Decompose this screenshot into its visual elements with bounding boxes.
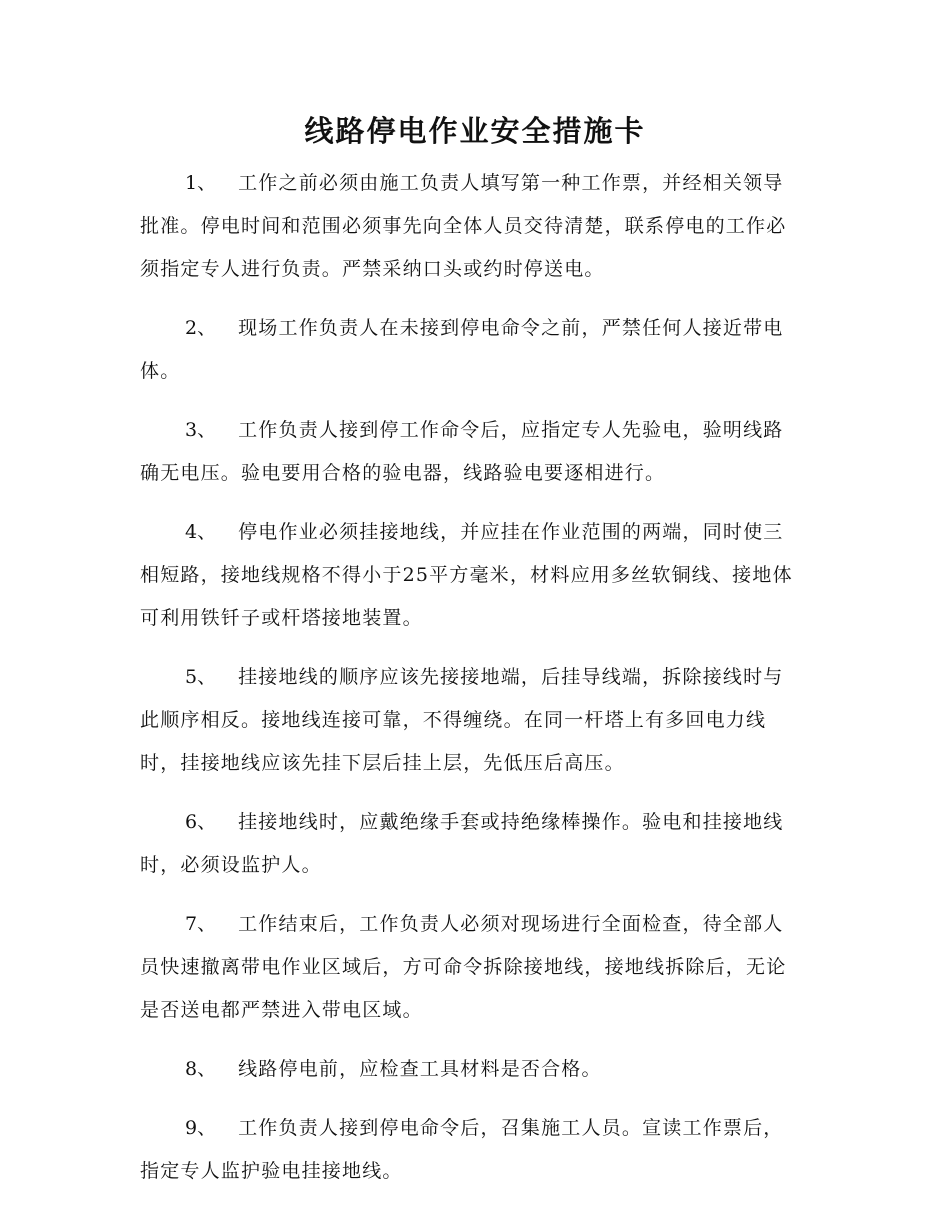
item-text: 工作负责人接到停工作命令后，应指定专人先验电，验明线路确无电压。验电要用合格的验电器，线路验电要逐相进行。 [140, 419, 784, 484]
item-number: 7、 [185, 913, 217, 935]
item-text: 线路停电前，应检查工具材料是否合格。 [238, 1058, 602, 1080]
item-number: 1、 [185, 172, 217, 194]
item-number: 3、 [185, 419, 217, 441]
list-item [140, 1048, 800, 1091]
list-item [140, 801, 800, 887]
item-text: 工作负责人接到停电命令后，召集施工人员。宣读工作票后，指定专人监护验电挂接地线。 [140, 1117, 784, 1182]
item-text: 挂接地线的顺序应该先接接地端，后挂导线端，拆除接线时与此顺序相反。接地线连接可靠，不得缠绕。在同一杆塔上有多回电力线时，挂接地线应该先挂下层后挂上层，先低压后高压。 [140, 666, 784, 774]
item-number: 6、 [185, 811, 217, 833]
list-item [140, 511, 800, 640]
list-item [140, 656, 800, 785]
document-title: 线路停电作业安全措施卡 [304, 114, 646, 148]
list-item [140, 1107, 800, 1193]
list-item [140, 903, 800, 1032]
item-text: 挂接地线时，应戴绝缘手套或持绝缘棒操作。验电和挂接地线时，必须设监护人。 [140, 811, 784, 876]
list-item [140, 409, 800, 495]
item-text: 工作之前必须由施工负责人填写第一种工作票，并经相关领导批准。停电时间和范围必须事先向全体人员交待清楚，联系停电的工作必须指定专人进行负责。严禁采纳口头或约时停送电。 [140, 172, 787, 280]
item-text: 现场工作负责人在未接到停电命令之前，严禁任何人接近带电体。 [140, 317, 784, 382]
item-text: 停电作业必须挂接地线，并应挂在作业范围的两端，同时使三相短路，接地线规格不得小于25平方毫米，材料应用多丝软铜线、接地体可利用铁钎子或杆塔接地装置。 [140, 521, 793, 629]
list-item [140, 162, 800, 291]
item-number: 4、 [185, 521, 217, 543]
document-body [140, 162, 800, 1193]
item-text: 工作结束后，工作负责人必须对现场进行全面检查，待全部人员快速撤离带电作业区域后，方可命令拆除接地线，接地线拆除后，无论是否送电都严禁进入带电区域。 [140, 913, 787, 1021]
item-number: 9、 [185, 1117, 217, 1139]
item-number: 2、 [185, 317, 217, 339]
item-number: 5、 [185, 666, 217, 688]
list-item [140, 307, 800, 393]
item-number: 8、 [185, 1058, 217, 1080]
